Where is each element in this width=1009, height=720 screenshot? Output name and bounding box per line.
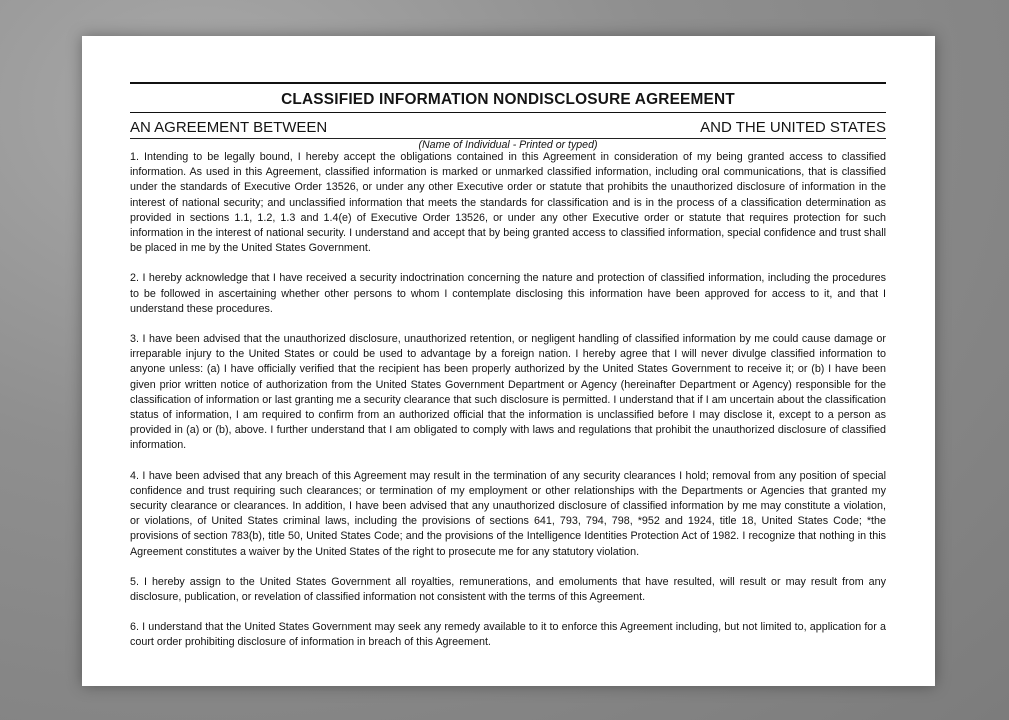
document-page: [82, 36, 935, 686]
agreement-between-right: AND THE UNITED STATES: [700, 119, 886, 136]
paragraph-5: 5. I hereby assign to the United States Government all royalties, remunerations, and emoluments that have resulted, will result or may result from any disclosure, publication, or revelation of classified information not consistent with the terms of this Agreement.: [130, 575, 886, 604]
paragraph-3: 3. I have been advised that the unauthorized disclosure, unauthorized retention, or negligent handling of classified information by me could cause damage or irreparable injury to the United States or could be used to advantage by a foreign nation. I hereby agree that I will never divulge classified information to anyone unless: (a) I have officially verified that the recipient has been properly authorized by the United States Government to receive it; or (b) I have been given prior written notice of authorization from the United States Government Department or Agency (hereinafter Department or Agency) responsible for the classification of information or last granting me a security clearance that such disclosure is permitted. I understand that if I am uncertain about the classification status of information, I am required to confirm from an authorized official that the information is unclassified before I may disclose it, except to a person as provided in (a) or (b), above. I further understand that I am obligated to comply with laws and regulations that prohibit the unauthorized disclosure of classified information.: [130, 333, 886, 452]
name-caption: (Name of Individual - Printed or typed): [418, 139, 598, 151]
paragraph-2: 2. I hereby acknowledge that I have received a security indoctrination concerning the nature and protection of classified information, including the procedures to be followed in ascertaining whether other persons to whom I contemplate disclosing this information have been approved for access to it, and that I understand these procedures.: [130, 272, 886, 315]
document-title: CLASSIFIED INFORMATION NONDISCLOSURE AGREEMENT: [281, 91, 735, 108]
title-rule: [130, 112, 886, 113]
agreement-between-row: [130, 119, 886, 139]
paragraph-6: 6. I understand that the United States Government may seek any remedy available to it to enforce this Agreement including, but not limited to, application for a court order prohibiting disclosure of information in breach of this Agreement.: [130, 621, 886, 649]
document-content: [130, 82, 886, 666]
agreement-between-left: AN AGREEMENT BETWEEN: [130, 119, 328, 136]
name-blank-line: [130, 138, 886, 139]
paragraph-4: 4. I have been advised that any breach of this Agreement may result in the termination of any security clearances I hold; removal from any position of special confidence and trust requiring such clearances; or termination of my employment or other relationships with the Departments or Agencies that granted my security clearance or clearances. In addition, I have been advised that any unauthorized disclosure of classified information by me may constitute a violation, or violations, of United States criminal laws, including the provisions of sections 641, 793, 794, 798, *952 and 1924, title 18, United States Code; *the provisions of section 783(b), title 50, United States Code; and the provisions of the Intelligence Identities Protection Act of 1982. I recognize that nothing in this Agreement constitutes a waiver by the United States of the right to prosecute me for any statutory violation.: [130, 469, 886, 558]
paragraph-1: 1. Intending to be legally bound, I hereby accept the obligations contained in this Agreement in consideration of my being granted access to classified information. As used in this Agreement, classified information is marked or unmarked classified information, including oral communications, that is classified under the standards of Executive Order 13526, or under any other Executive order or statute that prohibits the unauthorized disclosure of information in the interest of national security; and unclassified information that meets the standards for classification and is in the process of a classification determination as provided in sections 1.1, 1.2, 1.3 and 1.4(e) of Executive Order 13526, or under any other Executive order or statute that requires protection for such information in the interest of national security. I understand and accept that by being granted access to classified information, special confidence and trust shall be placed in me by the United States Government.: [130, 151, 886, 255]
top-rule: [130, 82, 886, 84]
